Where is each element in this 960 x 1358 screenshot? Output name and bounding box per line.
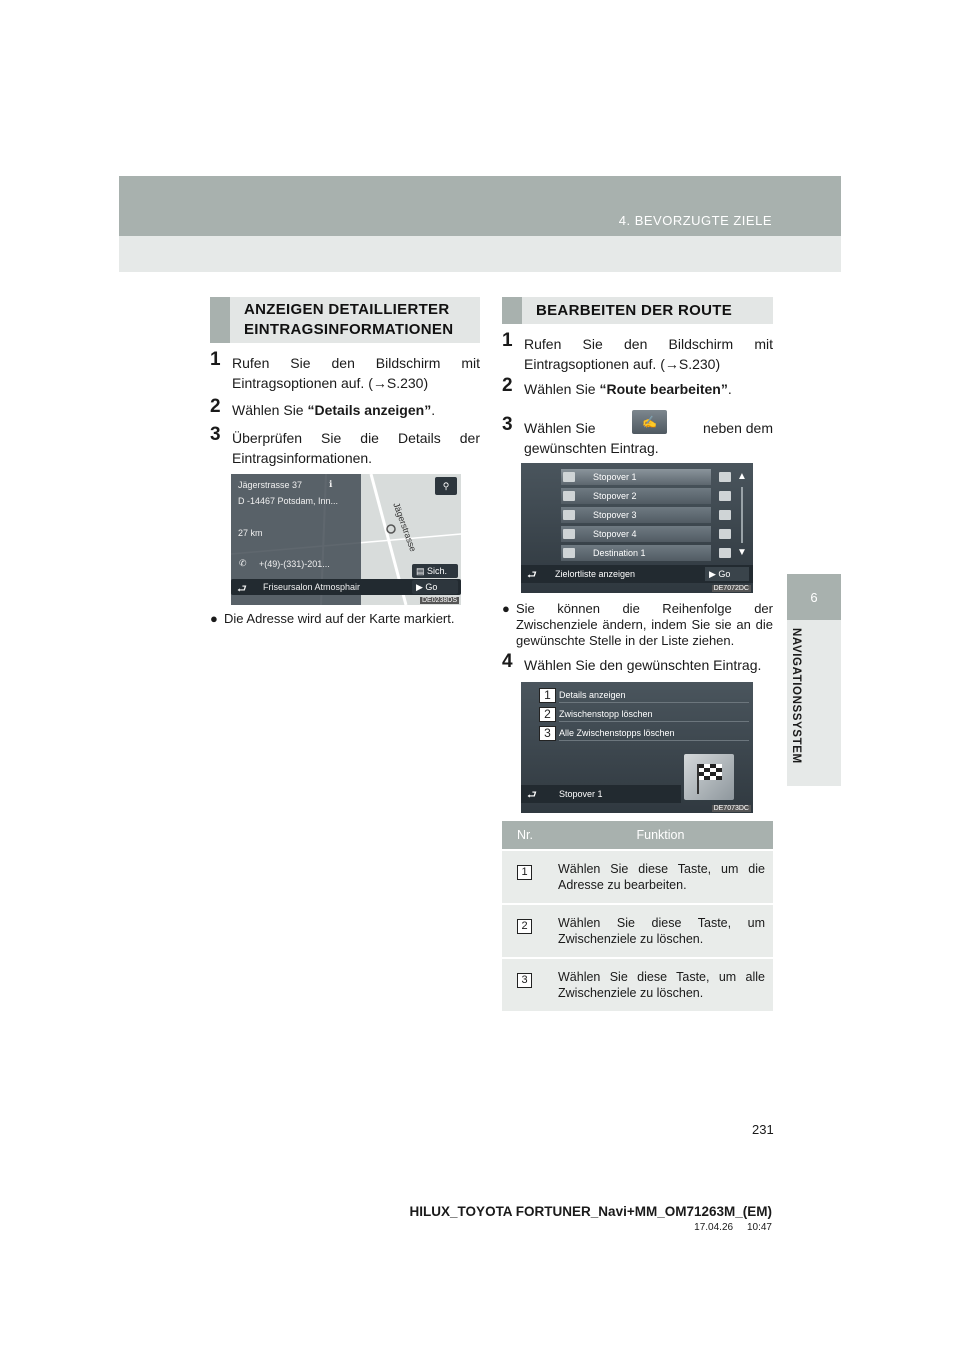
row-number: 2	[517, 919, 532, 934]
edit-icon[interactable]	[719, 472, 731, 482]
go-button[interactable]: ▶ Go	[705, 567, 749, 581]
edit-icon[interactable]	[719, 529, 731, 539]
flag-icon	[563, 510, 575, 520]
menu-item-delete-stop[interactable]: Zwischenstopp löschen	[559, 706, 749, 722]
flag-icon	[563, 472, 575, 482]
callout-1: 1	[539, 688, 556, 703]
step-number: 3	[502, 414, 513, 435]
left-section-heading	[210, 297, 480, 343]
row-text: Wählen Sie diese Taste, um Zwischenziele zu löschen.	[558, 916, 765, 946]
list-item[interactable]: Destination 1	[561, 545, 711, 561]
map-marker	[387, 525, 395, 533]
flag-icon	[563, 491, 575, 501]
right-step-4	[502, 651, 773, 677]
manual-id: HILUX_TOYOTA FORTUNER_Navi+MM_OM71263M_(EM)	[409, 1204, 772, 1219]
route-list-screenshot	[521, 463, 753, 593]
image-code: DE0238DS	[421, 597, 457, 604]
table-header	[502, 821, 773, 849]
step-number: 2	[210, 396, 221, 417]
right-section-heading	[502, 297, 773, 324]
scrollbar[interactable]	[741, 487, 743, 543]
table-row	[502, 903, 773, 957]
left-heading-line2: EINTRAGSINFORMATIONEN	[244, 321, 454, 338]
image-code: DE7073DC	[713, 805, 749, 812]
scroll-down-icon[interactable]: ▼	[737, 547, 747, 558]
side-chapter-label: NAVIGATIONSSYSTEM	[790, 628, 802, 764]
row-number: 1	[517, 865, 532, 880]
save-button[interactable]: ▤ Sich.	[412, 564, 458, 578]
step-text: Rufen Sie den Bildschirm mit Eintragsoptionen auf. (→S.230)	[232, 355, 480, 391]
print-date: 17.04.26 10:47	[694, 1222, 772, 1233]
right-step-3	[502, 414, 773, 460]
step-number: 3	[210, 424, 221, 445]
step-text-pre: Wählen Sie	[524, 420, 596, 436]
callout-2: 2	[539, 707, 556, 722]
bullet-icon: ●	[210, 611, 218, 626]
checkered-flag-icon	[684, 754, 734, 800]
left-bullet	[210, 611, 480, 629]
step-text: Wählen Sie	[232, 402, 308, 418]
edit-icon[interactable]	[719, 510, 731, 520]
bullet-text: Die Adresse wird auf der Karte markiert.	[224, 611, 455, 626]
step-text-line2: gewünschten Eintrag.	[524, 440, 659, 456]
page-number: 231	[752, 1122, 774, 1137]
edit-icon: ✍	[632, 410, 667, 434]
person-icon: ℹ	[329, 479, 333, 489]
step-text-bold: “Details anzeigen”	[307, 402, 432, 418]
step-number: 1	[210, 349, 221, 370]
right-bullet	[502, 601, 773, 649]
side-chapter-label-wrap	[790, 628, 804, 778]
step-number: 2	[502, 375, 513, 396]
list-item[interactable]: Stopover 4	[561, 526, 711, 542]
left-step-3	[210, 424, 480, 470]
step-number: 1	[502, 330, 513, 351]
back-icon[interactable]: ⮐	[237, 583, 247, 595]
menu-footer-label: Stopover 1	[559, 789, 603, 799]
row-text: Wählen Sie diese Taste, um alle Zwischenziele zu löschen.	[558, 970, 765, 1000]
scroll-up-icon[interactable]: ▲	[737, 471, 747, 482]
phone-icon: ✆	[239, 558, 247, 568]
list-item[interactable]: Stopover 2	[561, 488, 711, 504]
step-text: Wählen Sie den gewünschten Eintrag.	[524, 657, 762, 673]
left-heading-line1: ANZEIGEN DETAILLIERTER	[244, 301, 450, 318]
right-step-2: 2 Wählen Sie “Route bearbeiten”.	[502, 375, 732, 397]
row-text: Wählen Sie diese Taste, um die Adresse zu bearbeiten.	[558, 862, 765, 892]
step-text: Rufen Sie den Bildschirm mit Eintragsoptionen auf. (→S.230)	[524, 336, 773, 372]
stopover-menu-screenshot	[521, 682, 753, 813]
header-subband	[119, 236, 841, 272]
right-step-1	[502, 330, 773, 376]
left-step-2: 2 Wählen Sie “Details anzeigen”.	[210, 396, 436, 418]
header-nr: Nr.	[517, 828, 533, 842]
menu-item-delete-all[interactable]: Alle Zwischenstopps löschen	[559, 725, 749, 741]
table-row	[502, 957, 773, 1011]
image-code: DE7072DC	[713, 585, 749, 592]
list-footer-label[interactable]: Zielortliste anzeigen	[555, 569, 636, 579]
side-chapter-number: 6	[810, 590, 818, 605]
flag-icon	[563, 548, 575, 558]
right-heading: BEARBEITEN DER ROUTE	[536, 302, 733, 319]
map-street-label: Jägerstrasse	[391, 501, 419, 553]
step-text-post: neben dem	[702, 420, 773, 436]
step-text: Wählen Sie	[524, 381, 600, 397]
place-name: Friseursalon Atmosphair	[263, 582, 361, 592]
left-step-1	[210, 349, 480, 395]
step-text-bold: “Route bearbeiten”	[599, 381, 728, 397]
address-line2: D -14467 Potsdam, Inn...	[238, 496, 339, 506]
go-button[interactable]: ▶ Go	[412, 580, 458, 594]
chapter-title: 4. BEVORZUGTE ZIELE	[618, 213, 772, 228]
table-row	[502, 849, 773, 903]
address-line1: Jägerstrasse 37	[238, 480, 303, 490]
step-number: 4	[502, 651, 513, 672]
row-number: 3	[517, 973, 532, 988]
zoom-button[interactable]: ⚲	[435, 477, 457, 495]
back-icon[interactable]: ⮐	[527, 569, 537, 581]
list-item[interactable]: Stopover 1	[561, 469, 711, 485]
callout-3: 3	[539, 726, 556, 741]
bullet-icon: ●	[502, 601, 510, 616]
flag-icon	[563, 529, 575, 539]
header-funktion: Funktion	[636, 828, 685, 842]
phone-number[interactable]: +(49)-(331)-201...	[259, 559, 330, 569]
menu-item-details[interactable]: Details anzeigen	[559, 687, 749, 703]
step-text: Überprüfen Sie die Details der Eintragsinformationen.	[232, 430, 480, 466]
edit-icon[interactable]	[719, 491, 731, 501]
function-table	[502, 821, 773, 1011]
list-item[interactable]: Stopover 3	[561, 507, 711, 523]
map-screenshot	[231, 474, 461, 605]
bullet-text: Sie können die Reihenfolge der Zwischenziele ändern, indem Sie sie an die gewünschte Stelle in der Liste ziehen.	[516, 601, 773, 648]
distance-label: 27 km	[238, 528, 263, 538]
edit-icon[interactable]	[719, 548, 731, 558]
back-icon[interactable]: ⮐	[527, 789, 537, 801]
